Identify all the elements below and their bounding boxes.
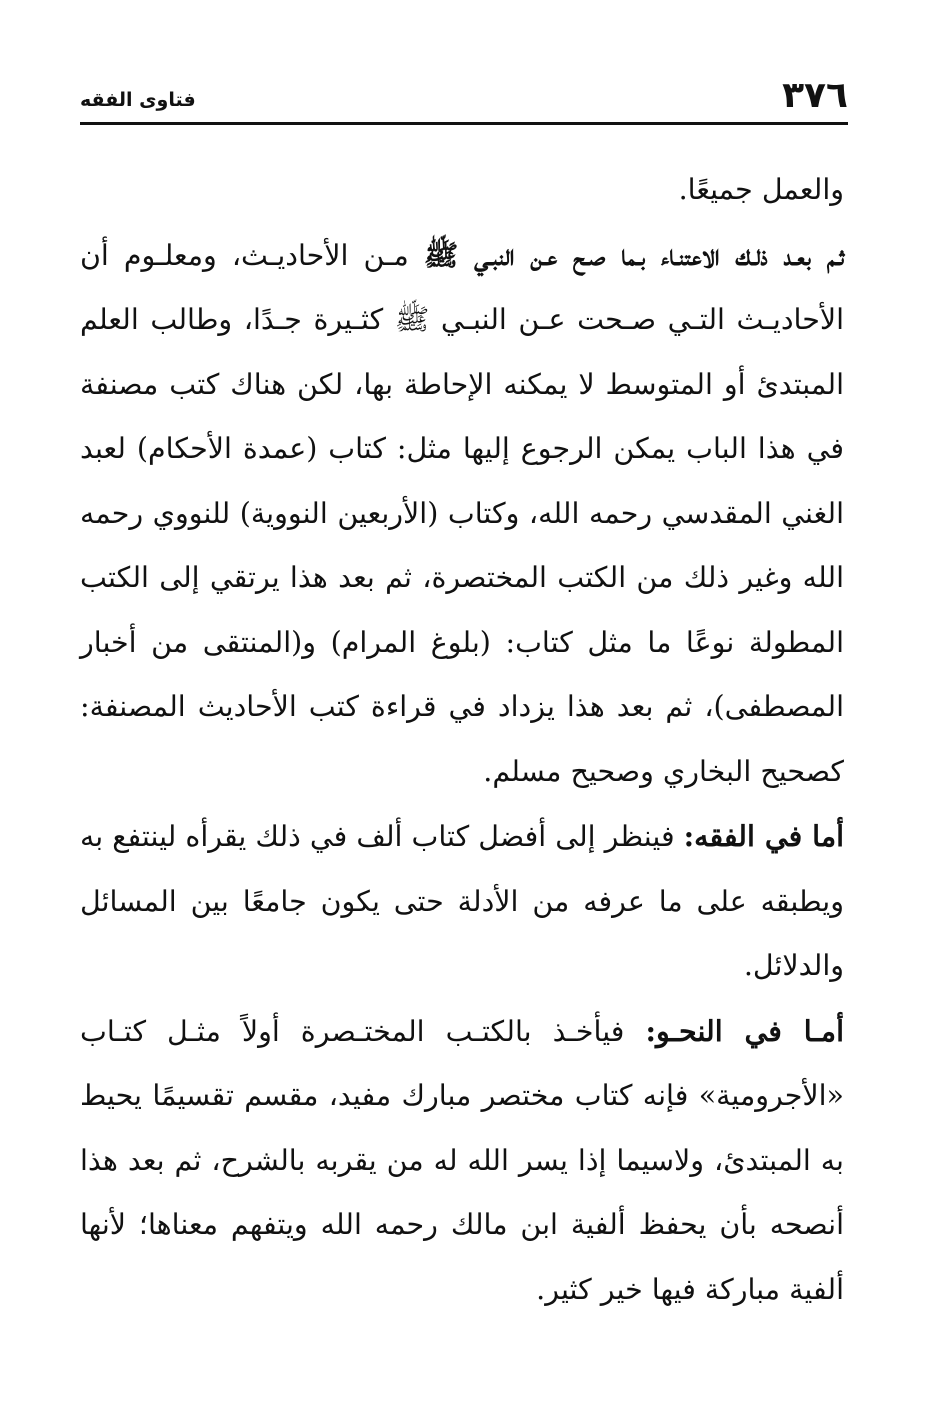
paragraph-4-lead: أمـا في النحـو:	[645, 1013, 844, 1048]
paragraph-4-text: فيأخـذ بالكتـب المختـصرة أولاً مثـل كتـاب «الأجرومية» فإنه كتاب مختصر مبارك مفيد، مقسم تقسيمًا يحيط به المبتدئ، ولاسيما إذا يسر الله له من يقربه بالشرح، ثم بعد هذا أنصحه بأن يحفظ ألفية ابن مالك رحمه الله ويتفهم معناها؛ لأنها ألفية مباركة فيها خير كثير.	[80, 1014, 844, 1306]
paragraph-1-text: والعمل جميعًا.	[678, 173, 844, 206]
paragraph-3	[80, 804, 844, 999]
header-divider	[80, 122, 848, 125]
paragraph-3-lead: أما في الفقه:	[683, 819, 844, 853]
paragraph-4	[80, 999, 844, 1323]
paragraph-2	[80, 223, 844, 805]
page-body	[80, 158, 844, 1322]
page-number: ٣٧٦	[782, 75, 848, 116]
paragraph-2-text: مـن الأحاديـث، ومعلـوم أن الأحاديـث التـي صـحت عـن النبـي ﷺ كثـيرة جـدًا، وطالب العلم المبتدئ أو المتوسط لا يمكنه الإحاطة بها، لكن هناك كتب مصنفة في هذا الباب يمكن الرجوع إليها مثل: كتاب (عمدة الأحكام) لعبد الغني المقدسي رحمه الله، وكتاب (الأربعين النووية) للنووي رحمه الله وغير ذلك من الكتب المختصرة، ثم بعد هذا يرتقي إلى الكتب المطولة نوعًا ما مثل كتاب: (بلوغ المرام) و(المنتقى من أخبار المصطفى)، ثم بعد هذا يزداد في قراءة كتب الأحاديث المصنفة: كصحيح البخاري وصحيح مسلم.	[80, 238, 844, 788]
paragraph-2-lead: ثـم بعـد ذلـك الاعتنـاء بـما صـح عـن النبـي ﷺ	[423, 237, 844, 272]
running-header	[80, 75, 848, 122]
paragraph-3-text: فينظر إلى أفضل كتاب ألف في ذلك يقرأه لينتفع به ويطبقه على ما عرفه من الأدلة حتى يكون جامعًا بين المسائل والدلائل.	[80, 820, 844, 982]
paragraph-1	[80, 158, 844, 223]
book-title: فتاوى الفقه	[80, 89, 196, 111]
